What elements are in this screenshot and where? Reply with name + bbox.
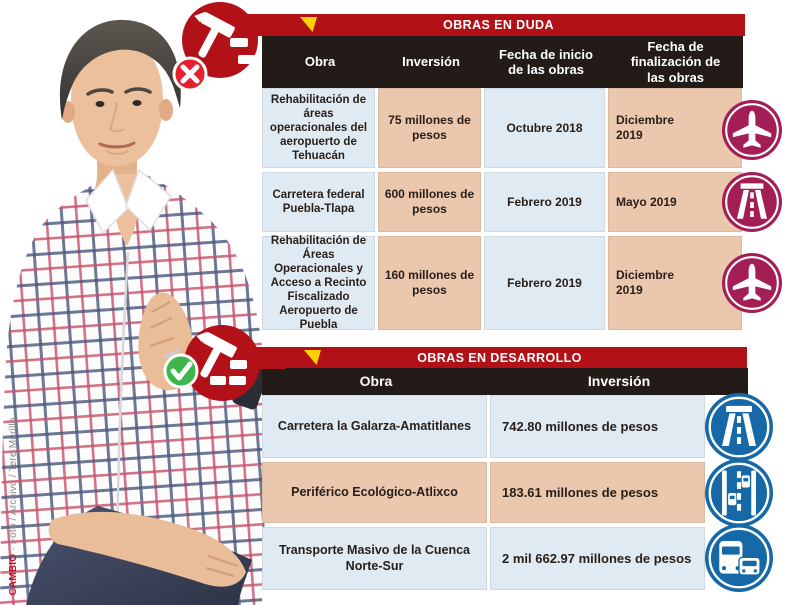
desarrollo-header-inversion: Inversión: [587, 373, 651, 390]
credit-sep: ·: [8, 598, 19, 602]
table-cell: Transporte Masivo de la Cuenca Norte-Sur: [262, 527, 487, 590]
desarrollo-badge: [160, 322, 286, 418]
table-cell: Mayo 2019: [608, 172, 742, 232]
credit-text: · Foto / Archivo / Tere Murillo: [8, 417, 19, 551]
duda-badge: [168, 0, 288, 100]
highway-icon: [705, 393, 773, 461]
table-cell: 600 millones de pesos: [378, 172, 481, 232]
table-cell: Rehabilitación de áreas operacionales del aeropuerto de Tehuacán: [262, 88, 375, 168]
highway-icon: [722, 172, 782, 232]
duda-title-bar: [252, 14, 745, 36]
table-cell: Febrero 2019: [484, 172, 605, 232]
plane-icon: [722, 253, 782, 313]
duda-header-row: [262, 36, 743, 88]
table-cell: Rehabilitación de Áreas Operacionales y Acceso a Recinto Fiscalizado Aeropuerto de Puebla: [262, 236, 375, 330]
photo-credit: [8, 417, 19, 602]
table-cell: Diciembre 2019: [608, 236, 742, 330]
table-cell: 2 mil 662.97 millones de pesos: [490, 527, 705, 590]
warning-flag-icon: [304, 350, 321, 365]
table-cell: Carretera federal Puebla-Tlapa: [262, 172, 375, 232]
table-cell: Febrero 2019: [484, 236, 605, 330]
table-cell: Periférico Ecológico-Atlixco: [262, 462, 487, 523]
bus-car-icon: [705, 524, 773, 592]
table-cell: 160 millones de pesos: [378, 236, 481, 330]
ring-road-icon: [705, 459, 773, 527]
check-icon: [165, 355, 197, 387]
table-cell: Diciembre 2019: [608, 88, 742, 168]
cross-icon: [174, 58, 206, 90]
duda-title: OBRAS EN DUDA: [443, 18, 554, 32]
warning-flag-icon: [300, 17, 317, 32]
table-cell: 742.80 millones de pesos: [490, 395, 705, 458]
duda-header-obra: Obra: [304, 54, 336, 70]
credit-brand: CAMBIO: [8, 553, 19, 596]
plane-icon: [722, 100, 782, 160]
table-cell: Carretera la Galarza-Amatitlanes: [262, 395, 487, 458]
desarrollo-title-bar: [252, 347, 747, 368]
duda-header-inversion: Inversión: [402, 54, 460, 70]
table-cell: Octubre 2018: [484, 88, 605, 168]
desarrollo-header-obra: Obra: [359, 373, 393, 390]
duda-header-fin: Fecha de finalización de las obras: [630, 39, 721, 85]
desarrollo-header-row: [262, 368, 748, 395]
duda-header-inicio: Fecha de inicio de las obras: [499, 46, 593, 77]
table-cell: 75 millones de pesos: [378, 88, 481, 168]
desarrollo-title: OBRAS EN DESARROLLO: [417, 350, 582, 365]
table-cell: 183.61 millones de pesos: [490, 462, 705, 523]
